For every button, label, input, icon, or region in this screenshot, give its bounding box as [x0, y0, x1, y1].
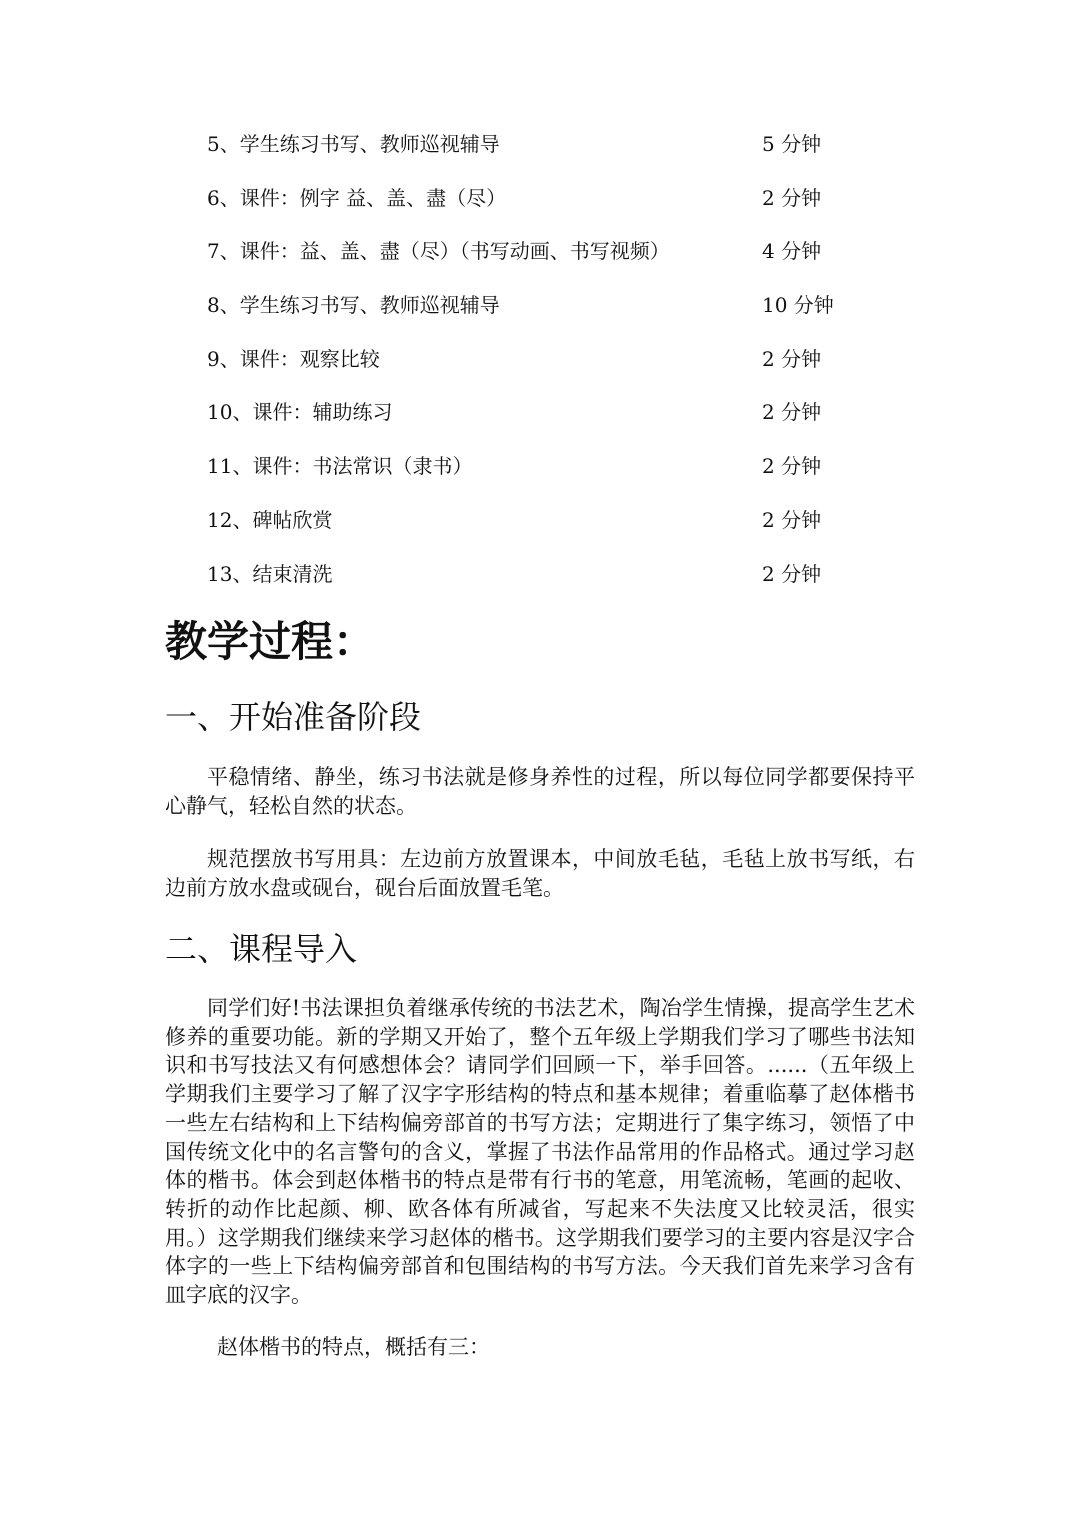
schedule-row	[207, 287, 907, 341]
schedule-item-text: 9、课件：观察比较	[207, 346, 380, 371]
schedule-item-time: 2 分钟	[762, 346, 822, 371]
schedule-item-time: 2 分钟	[762, 400, 822, 425]
schedule-item-text: 8、学生练习书写、教师巡视辅导	[207, 293, 500, 318]
schedule-row	[207, 126, 907, 180]
schedule-item-time: 2 分钟	[762, 561, 822, 586]
paragraph-tool-arrangement: 规范摆放书写用具：左边前方放置课本，中间放毛毡，毛毡上放书写纸，右边前方放水盘或砚台，砚台后面放置毛笔。	[165, 847, 915, 900]
schedule-item-time: 2 分钟	[762, 507, 822, 532]
paragraph-calm-state: 平稳情绪、静坐，练习书法就是修身养性的过程，所以每位同学都要保持平心静气，轻松自然的状态。	[165, 765, 915, 818]
paragraph-course-introduction: 同学们好!书法课担负着继承传统的书法艺术，陶冶学生情操，提高学生艺术修养的重要功能。新的学期又开始了，整个五年级上学期我们学习了哪些书法知识和书写技法又有何感想体会？请同学们回顾一下，举手回答。......（五年级上学期我们主要学习了解了汉字字形结构的特点和基本规律；着重临摹了赵体楷书一些左右结构和上下结构偏旁部首的书写方法；定期进行了集字练习，领悟了中国传统文化中的名言警句的含义，掌握了书法作品常用的作品格式。通过学习赵体的楷书。体会到赵体楷书的特点是带有行书的笔意，用笔流畅，笔画的起收、转折的动作比起颜、柳、欧各体有所减省，写起来不失法度又比较灵活，很实用。）这学期我们继续来学习赵体的楷书。这学期我们要学习的主要内容是汉字合体字的一些上下结构偏旁部首和包围结构的书写方法。今天我们首先来学习含有皿字底的汉字。	[165, 996, 915, 1308]
schedule-row	[207, 556, 907, 610]
schedule-item-text: 13、结束清洗	[207, 561, 333, 586]
section-heading-preparation: 一、开始准备阶段	[165, 698, 422, 736]
schedule-row	[207, 448, 907, 502]
schedule-item-text: 10、课件：辅助练习	[207, 400, 393, 425]
schedule-row	[207, 394, 907, 448]
schedule-item-time: 4 分钟	[762, 239, 822, 264]
paragraph-zhao-style-features: 赵体楷书的特点，概括有三：	[217, 1335, 490, 1359]
schedule-item-text: 5、学生练习书写、教师巡视辅导	[207, 132, 500, 156]
schedule-row	[207, 341, 907, 395]
schedule-row	[207, 502, 907, 556]
schedule-row	[207, 180, 907, 234]
main-heading: 教学过程：	[165, 617, 376, 666]
schedule-list	[207, 126, 907, 609]
schedule-item-time: 2 分钟	[762, 185, 822, 210]
schedule-row	[207, 233, 907, 287]
schedule-item-text: 7、课件：益、盖、盡（尽）（书写动画、书写视频）	[207, 239, 670, 264]
schedule-item-text: 12、碑帖欣赏	[207, 507, 333, 532]
schedule-item-text: 11、课件：书法常识（隶书）	[207, 454, 473, 479]
schedule-item-text: 6、课件：例字 益、盖、盡（尽）	[207, 185, 507, 210]
schedule-item-time: 10 分钟	[762, 293, 834, 318]
section-heading-introduction: 二、课程导入	[165, 930, 358, 968]
schedule-item-time: 2 分钟	[762, 454, 822, 479]
schedule-item-time: 5 分钟	[762, 132, 822, 156]
